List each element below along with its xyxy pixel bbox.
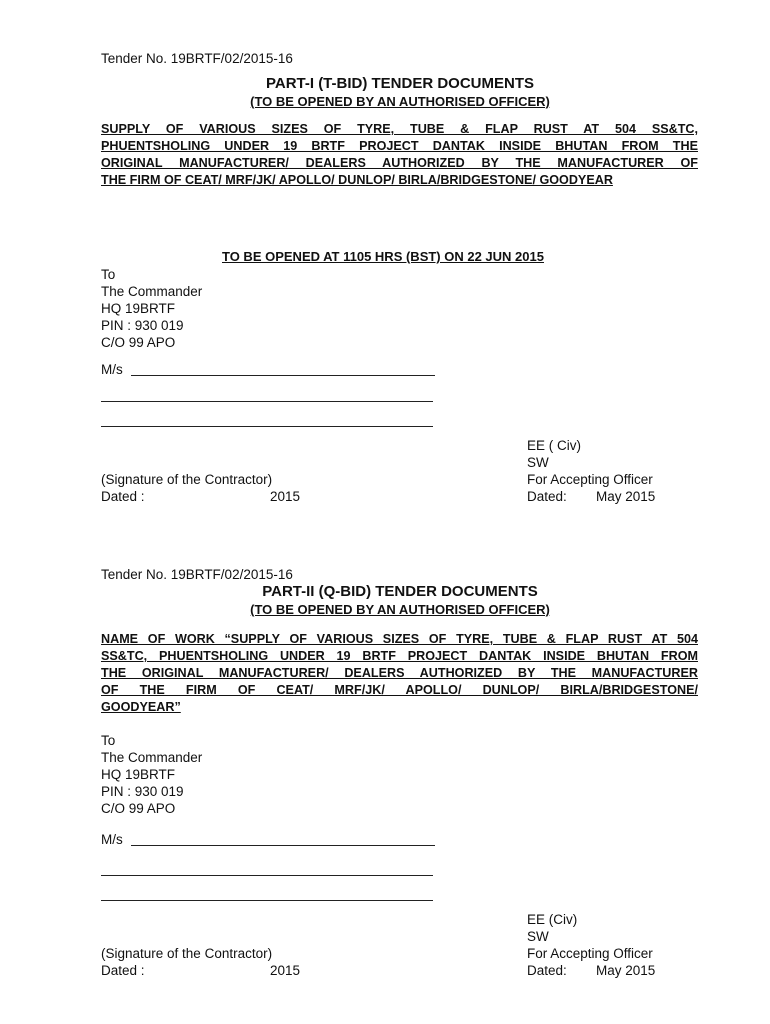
officer-dated-label: Dated:	[527, 489, 567, 504]
officer-dated-label: Dated:	[527, 963, 567, 978]
address-line: The Commander	[101, 750, 203, 765]
description-line: SS&TC, PHUENTSHOLING UNDER 19 BRTF PROJECT DANTAK INSIDE BHUTAN FROM	[101, 649, 698, 663]
part1-officer-block	[527, 437, 653, 488]
contractor-signature: (Signature of the Contractor)	[101, 472, 273, 487]
address-line: C/O 99 APO	[101, 335, 176, 350]
description-line: OF THE FIRM OF CEAT/ MRF/JK/ APOLLO/ DUNLOP/ BIRLA/BRIDGESTONE/	[101, 683, 698, 697]
description-line: THE FIRM OF CEAT/ MRF/JK/ APOLLO/ DUNLOP/ BIRLA/BRIDGESTONE/ GOODYEAR	[101, 173, 613, 187]
part1-title: PART-I (T-BID) TENDER DOCUMENTS	[265, 75, 535, 92]
description-line: NAME OF WORK “SUPPLY OF VARIOUS SIZES OF TYRE, TUBE & FLAP RUST AT 504	[101, 632, 698, 646]
address-line: To	[101, 733, 116, 748]
part2-title: PART-II (Q-BID) TENDER DOCUMENTS	[262, 583, 538, 600]
contractor-dated-label: Dated :	[101, 963, 145, 978]
blank-line	[101, 401, 433, 402]
officer-line: SW	[527, 455, 549, 470]
address-line: HQ 19BRTF	[101, 767, 176, 782]
officer-dated-value: May 2015	[596, 489, 656, 504]
officer-line: EE (Civ)	[527, 912, 578, 927]
contractor-signature: (Signature of the Contractor)	[101, 946, 273, 961]
part1-subtitle: (TO BE OPENED BY AN AUTHORISED OFFICER)	[250, 94, 550, 109]
description-line: ORIGINAL MANUFACTURER/ DEALERS AUTHORIZED BY THE MANUFACTURER OF	[101, 156, 698, 170]
part2-officer-block	[527, 911, 653, 962]
ms-blank-line	[131, 845, 435, 846]
officer-line: EE ( Civ)	[527, 438, 581, 453]
contractor-dated-value: 2015	[270, 489, 301, 504]
address-line: PIN : 930 019	[101, 784, 184, 799]
ms-label: M/s	[101, 362, 123, 377]
blank-line	[101, 875, 433, 876]
blank-line	[101, 900, 433, 901]
part1-address	[101, 266, 202, 351]
address-line: C/O 99 APO	[101, 801, 176, 816]
address-line: PIN : 930 019	[101, 318, 184, 333]
part2-address	[101, 732, 202, 817]
part2-subtitle: (TO BE OPENED BY AN AUTHORISED OFFICER)	[250, 602, 550, 617]
officer-dated-value: May 2015	[596, 963, 656, 978]
address-line: The Commander	[101, 284, 203, 299]
address-line: To	[101, 267, 116, 282]
contractor-dated-value: 2015	[270, 963, 301, 978]
contractor-dated-label: Dated :	[101, 489, 145, 504]
officer-line: For Accepting Officer	[527, 472, 653, 487]
description-line: SUPPLY OF VARIOUS SIZES OF TYRE, TUBE & FLAP RUST AT 504 SS&TC,	[101, 122, 698, 136]
blank-line	[101, 426, 433, 427]
ms-blank-line	[131, 375, 435, 376]
opening-time: TO BE OPENED AT 1105 HRS (BST) ON 22 JUN 2015	[222, 249, 544, 264]
part2-description	[101, 631, 698, 716]
ms-label: M/s	[101, 832, 123, 847]
tender-number: Tender No. 19BRTF/02/2015-16	[101, 567, 293, 582]
description-line: GOODYEAR”	[101, 700, 181, 714]
description-line: PHUENTSHOLING UNDER 19 BRTF PROJECT DANTAK INSIDE BHUTAN FROM THE	[101, 139, 698, 153]
officer-line: For Accepting Officer	[527, 946, 653, 961]
tender-number: Tender No. 19BRTF/02/2015-16	[101, 51, 293, 66]
officer-line: SW	[527, 929, 549, 944]
part1-description	[101, 121, 698, 189]
address-line: HQ 19BRTF	[101, 301, 176, 316]
description-line: THE ORIGINAL MANUFACTURER/ DEALERS AUTHORIZED BY THE MANUFACTURER	[101, 666, 698, 680]
